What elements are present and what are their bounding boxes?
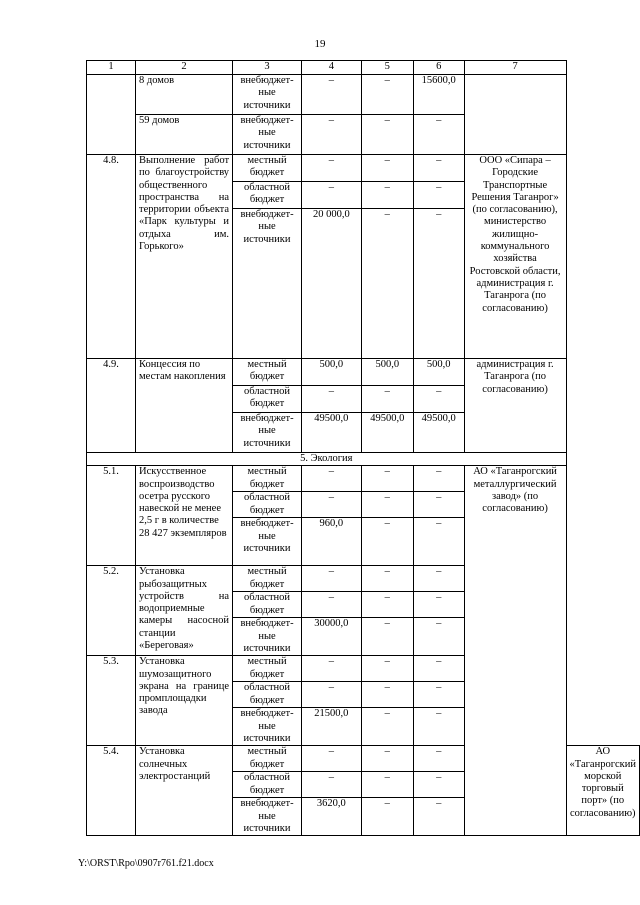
funding-source: областной бюджет	[233, 386, 302, 413]
funding-source: местный бюджет	[233, 566, 302, 592]
col-header: 5	[361, 61, 413, 75]
file-path-footer: Y:\ORST\Rpo\0907r761.f21.docx	[78, 858, 214, 869]
value-cell: –	[361, 682, 413, 708]
funding-source: местный бюджет	[233, 155, 302, 182]
value-cell: –	[361, 518, 413, 566]
value-cell: –	[413, 708, 464, 746]
funding-source: местный бюджет	[233, 656, 302, 682]
value-cell: –	[302, 592, 362, 618]
value-cell: –	[413, 466, 464, 492]
value-cell: 30000,0	[302, 618, 362, 656]
item-description: Установка солнечных электростанций	[136, 746, 233, 836]
value-cell: –	[361, 798, 413, 836]
value-cell: 500,0	[413, 359, 464, 386]
executor: АО «Таганрогский металлургический завод» (по согласованию)	[464, 466, 566, 836]
funding-source: внебюджет-ные источники	[233, 518, 302, 566]
value-cell: 49500,0	[302, 413, 362, 453]
funding-source: областной бюджет	[233, 682, 302, 708]
item-number: 4.9.	[87, 359, 136, 453]
table-row	[87, 155, 640, 182]
value-cell: –	[361, 386, 413, 413]
value-cell: –	[302, 682, 362, 708]
funding-source: внебюджет-ные источники	[233, 798, 302, 836]
value-cell: 49500,0	[361, 413, 413, 453]
item-number: 5.3.	[87, 656, 136, 746]
value-cell: –	[361, 155, 413, 182]
section-title: 5. Экология	[87, 453, 567, 466]
value-cell: 500,0	[302, 359, 362, 386]
row-description: 59 домов	[136, 115, 233, 155]
value-cell: –	[361, 75, 413, 115]
funding-source: местный бюджет	[233, 746, 302, 772]
item-description: Концессия по местам накопления	[136, 359, 233, 453]
value-cell: –	[413, 772, 464, 798]
value-cell: –	[413, 682, 464, 708]
item-description: Искусственное воспроизводство осетра русского навеской не менее 2,5 г в количестве 28 427 экземпляров	[136, 466, 233, 566]
value-cell: –	[302, 566, 362, 592]
value-cell: 3620,0	[302, 798, 362, 836]
funding-source: внебюджет-ные источники	[233, 115, 302, 155]
value-cell: 15600,0	[413, 75, 464, 115]
value-cell: –	[413, 492, 464, 518]
value-cell: 500,0	[361, 359, 413, 386]
value-cell: –	[361, 182, 413, 209]
funding-source: внебюджет-ные источники	[233, 209, 302, 359]
funding-source: внебюджет-ные источники	[233, 75, 302, 115]
funding-source: внебюджет-ные источники	[233, 413, 302, 453]
funding-source: внебюджет-ные источники	[233, 708, 302, 746]
program-table	[86, 60, 640, 836]
item-number: 5.2.	[87, 566, 136, 656]
value-cell: –	[302, 656, 362, 682]
section-row	[87, 453, 640, 466]
value-cell: –	[361, 618, 413, 656]
executor: администрация г. Таганрога (по согласованию)	[464, 359, 566, 453]
row-description: 8 домов	[136, 75, 233, 115]
item-description: Установка шумозащитного экрана на границе промплощадки завода	[136, 656, 233, 746]
funding-source: областной бюджет	[233, 772, 302, 798]
col-header: 2	[136, 61, 233, 75]
funding-source: местный бюджет	[233, 359, 302, 386]
funding-source: областной бюджет	[233, 492, 302, 518]
value-cell: –	[361, 708, 413, 746]
value-cell: –	[302, 115, 362, 155]
value-cell: –	[302, 492, 362, 518]
item-number: 4.8.	[87, 155, 136, 359]
item-number: 5.1.	[87, 466, 136, 566]
value-cell: –	[413, 566, 464, 592]
value-cell: –	[302, 182, 362, 209]
table-row	[87, 466, 640, 492]
value-cell: –	[361, 656, 413, 682]
col-header: 4	[302, 61, 362, 75]
value-cell: –	[302, 466, 362, 492]
funding-source: областной бюджет	[233, 592, 302, 618]
col-header: 6	[413, 61, 464, 75]
value-cell: –	[302, 155, 362, 182]
value-cell: –	[413, 746, 464, 772]
value-cell: –	[413, 618, 464, 656]
value-cell: –	[302, 746, 362, 772]
page-number: 19	[314, 38, 326, 50]
value-cell: –	[361, 466, 413, 492]
value-cell: –	[302, 386, 362, 413]
funding-source: внебюджет-ные источники	[233, 618, 302, 656]
funding-source: областной бюджет	[233, 182, 302, 209]
item-number: 5.4.	[87, 746, 136, 836]
value-cell: –	[413, 386, 464, 413]
table-row	[87, 75, 640, 115]
value-cell: –	[413, 656, 464, 682]
col-header: 7	[464, 61, 566, 75]
item-description: Выполнение работ по благоустройству общественного пространства на территории объекта «Парк культуры и отдыха им. Горького»	[136, 155, 233, 359]
value-cell: 49500,0	[413, 413, 464, 453]
col-header: 3	[233, 61, 302, 75]
value-cell: –	[302, 772, 362, 798]
item-description: Установка рыбозащитных устройств на водоприемные камеры насосной станции «Береговая»	[136, 566, 233, 656]
executor: ООО «Сипара – Городские Транспортные Решения Таганрог» (по согласованию), министерство жилищно-коммунального хозяйства Ростовской области, администрация г. Таганрога (по согласованию)	[464, 155, 566, 359]
value-cell: –	[413, 209, 464, 359]
value-cell: –	[413, 592, 464, 618]
header-row	[87, 61, 640, 75]
value-cell: –	[413, 182, 464, 209]
value-cell: 20 000,0	[302, 209, 362, 359]
value-cell: –	[361, 492, 413, 518]
value-cell: –	[361, 746, 413, 772]
value-cell: –	[302, 75, 362, 115]
value-cell: –	[361, 566, 413, 592]
value-cell: –	[413, 518, 464, 566]
funding-source: местный бюджет	[233, 466, 302, 492]
value-cell: –	[361, 209, 413, 359]
value-cell: –	[413, 155, 464, 182]
value-cell: –	[413, 115, 464, 155]
value-cell: –	[361, 772, 413, 798]
col-header: 1	[87, 61, 136, 75]
value-cell: –	[413, 798, 464, 836]
executor: АО «Таганрогский морской торговый порт» (по согласованию)	[566, 746, 639, 836]
table-row	[87, 359, 640, 386]
value-cell: –	[361, 592, 413, 618]
value-cell: –	[361, 115, 413, 155]
value-cell: 21500,0	[302, 708, 362, 746]
value-cell: 960,0	[302, 518, 362, 566]
